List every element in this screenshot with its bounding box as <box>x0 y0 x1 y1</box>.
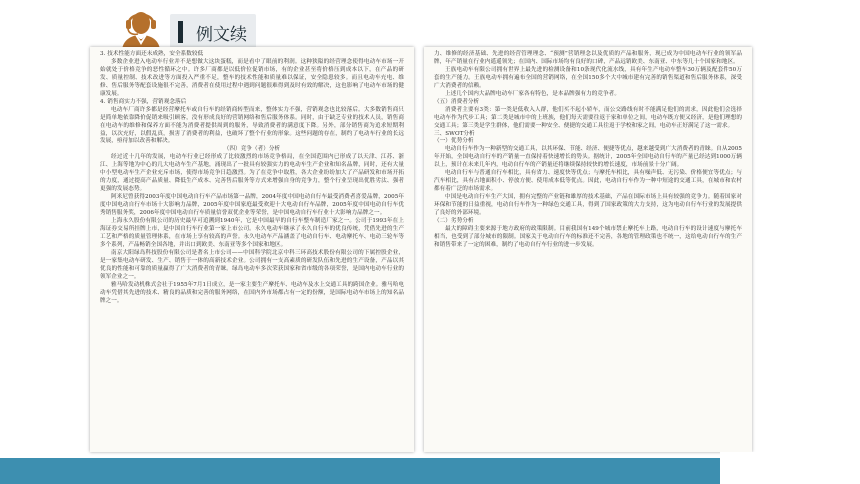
paragraph: 经过近十几年的发展，电动车行业已经形成了比较激烈的市场竞争格局，在全国范围内已形成了以天津、江苏、浙江、上海等地为中心的几大电动车生产基地，涌现出了一批具有较强实力的电动车生产企业和知名品牌，同时，还有大量中小型电动车生产企业充斥市场，使得市场竞争日趋激烈。为了在竞争中取胜，各大企业纷纷加大了产品研发和市场开拓的力度，通过提高产品质量、降低生产成本、完善售后服务等方式来增强自身的竞争力，整个行业呈现出优胜劣汰、强者更强的发展态势。 <box>100 154 404 193</box>
section-heading: （四）竞争（者）分析 <box>223 146 281 153</box>
section-title-accent-bar <box>178 21 183 43</box>
paragraph: 消费者主要有3类：第一类是低收入人群，他们买不起小轿车，而公交路线有时不能满足他们的需求，因此他们会选择电动车作为代步工具；第二类是城市中的上班族，他们每天需要往返于家和单位之间，电动车既方便又经济，是他们理想的交通工具；第三类是学生群体，他们需要一种安全、便捷的交通工具往返于学校和家之间，电动车正好满足了这一需求。 <box>434 106 742 129</box>
paragraph: 电动自行车与普通自行车相比，具有省力、速度快等优点；与摩托车相比，具有噪声低、无污染、价格便宜等优点；与汽车相比，具有占地面积小、停放方便、使用成本低等优点。因此，电动自行车作为一种中短途的交通工具，在城市和农村都有着广泛的市场需求。 <box>434 170 742 193</box>
section-heading: （五）消费者分析 <box>434 98 480 105</box>
footer-band-cutout <box>720 452 860 484</box>
right-edge <box>844 0 860 484</box>
paragraph: 中国是电动自行车生产大国，拥有完整的产业链和雄厚的技术基础，产品在国际市场上具有较强的竞争力。随着国家对环保和节能的日益重视，电动自行车作为一种绿色交通工具，得到了国家政策的大力支持，这为电动自行车行业的发展提供了良好的外部环境。 <box>434 194 742 217</box>
section-heading: 3. 技术性能方面还未成熟，安全系数较低 <box>100 51 204 57</box>
paragraph: 电动车厂商许多都是经营摩托车或自行车的经销商转型而来，整体实力不强，营销观念也比较落后。大多数销售商只是简单地依靠降价促销来吸引顾客，没有形成良好的营销网络和售后服务体系。同时，由于缺乏专业的技术人员，销售商在电动车的维修和保养方面不能为消费者提供周到的服务，导致消费者的满意度下降。另外，部分销售商为追求短期利益，以次充好，以假乱真，损害了消费者的利益，也破坏了整个行业的形象。这些问题的存在，制约了电动车行业的长远发展，亟待加以改善和解决。 <box>100 106 404 145</box>
right-page-text <box>424 47 752 250</box>
document-page-left <box>90 47 414 452</box>
section-heading: （一）优势分析 <box>434 138 474 145</box>
paragraph: 上述几个国内大品牌电动车厂家各有特色，是本品牌强有力的竞争者。 <box>445 90 620 97</box>
paragraph: 电动自行车作为一种新型的交通工具，以其环保、节能、经济、便捷等优点，越来越受到广大消费者的青睐。自从2005年开始，全国电动自行车的产销量一直保持着快速增长的势头。据统计，2005年全国电动自行车的产量已经达到1000万辆以上，预计在未来几年内，电动自行车的产销量还将继续保持较快的增长速度，市场前景十分广阔。 <box>434 146 742 169</box>
paragraph: 力、维修的经济基础、先进的经营管理理念、“预测”营销理念以及优质的产品和服务，现已成为中国电动车行业的领军品牌，年产销量在行业内遥遥领先；在国内、国际市场均有良好的口碑，产品远销欧美、东南亚、中东等几十个国家和地区。 <box>434 51 742 65</box>
paragraph: 最大的障碍主要来源于地方政府的政策限制。目前我国有149个城市禁止摩托车上路，电动自行车的设计速度与摩托车相当，也受到了部分城市的限制。国家关于电动自行车的标准还不完善，各地的管理政策也不统一，这给电动自行车的生产和销售带来了一定的困难，制约了电动自行车行业的进一步发展。 <box>434 225 742 248</box>
document-page-right <box>424 47 752 452</box>
paragraph: 上海永久股份有限公司的历史最早可追溯到1940年，它是中国最早的自行车整车制造厂家之一。公司于1993年在上海证券交易所挂牌上市，是中国自行车行业第一家上市公司。永久电动车继承了永久自行车的优良传统，凭借先进的生产工艺和严格的质量管理体系，在市场上享有较高的声誉。永久电动车产品涵盖了电动自行车、电动摩托车、电动三轮车等多个系列，产品畅销全国各地，并出口到欧美、东南亚等多个国家和地区。 <box>100 218 404 248</box>
section-heading: 三、SWOT分析 <box>434 130 475 137</box>
section-heading: 4. 销售商实力不强，营销观念落后 <box>100 98 187 105</box>
customer-service-avatar-icon <box>114 6 168 50</box>
section-heading: （二）劣势分析 <box>434 218 474 225</box>
paragraph: 南京大阳绿岛科技股份有限公司是著名上市公司——中国科学院北京中科三环高技术股份有限公司的下属控股企业，是一家集电动车研发、生产、销售于一体的高新技术企业。公司拥有一支高素质的研发队伍和先进的生产设备，产品以其优良的性能和可靠的质量赢得了广大消费者的青睐。绿岛电动车多次荣获国家和省市级的各项荣誉，是国内电动车行业的领军企业之一。 <box>100 249 404 280</box>
paragraph: 多数企业进入电动车行业并不是想做大这块蛋糕，而是看中了眼前的利润。这种狭隘的经营理念使得电动车市场一开始就处于价格竞争的恶性循环之中。许多厂商都是以低价位促销市场，有的企业甚至将价格压到成本以下，在产品的研发、质量控制、技术改进等方面投入严重不足，整车的技术性能和质量难以保证，安全隐患较多。而且电动车充电、维修、售后服务等配套设施很不完善，消费者在使用过程中遇到问题很难得到及时有效的解决，这也影响了电动车市场的健康发展。 <box>100 58 404 97</box>
paragraph: 王族电动车有限公司拥有世界上最先进的检测设备和10条现代化流水线，具有年生产电动车整车30万辆及配套件50万套的生产能力。王族电动车拥有遍布全国的营销网络，在全国150多个大中城市建有完善的销售渠道和售后服务体系，深受广大消费者的信赖。 <box>434 66 742 89</box>
paragraph: 雅马哈发动机株式会社于1955年7月1日成立，是一家主要生产摩托车、电动车及水上交通工具的跨国企业。雅马哈电动车凭借其先进的技术、精良的品质和完善的服务网络，在国内外市场都占有一定的份额，是国际电动车市场上的知名品牌之一。 <box>100 281 404 304</box>
left-page-text <box>90 47 414 306</box>
page-title: 例文续 <box>196 25 247 45</box>
paragraph: 阿米尼曾获得2003年度中国电动自行车产品市场第一品牌，2004年度中国电动自行车最受消费者喜爱品牌，2005年度中国电动自行车市场十大影响力品牌，2005年度中国家庭最受欢迎十大电动自行车品牌，2005年度中国电动自行车优秀销售服务奖，2006年度中国电动自行车质量信誉双优企业等荣誉，是中国电动自行车行业十大影响力品牌之一。 <box>100 194 404 217</box>
